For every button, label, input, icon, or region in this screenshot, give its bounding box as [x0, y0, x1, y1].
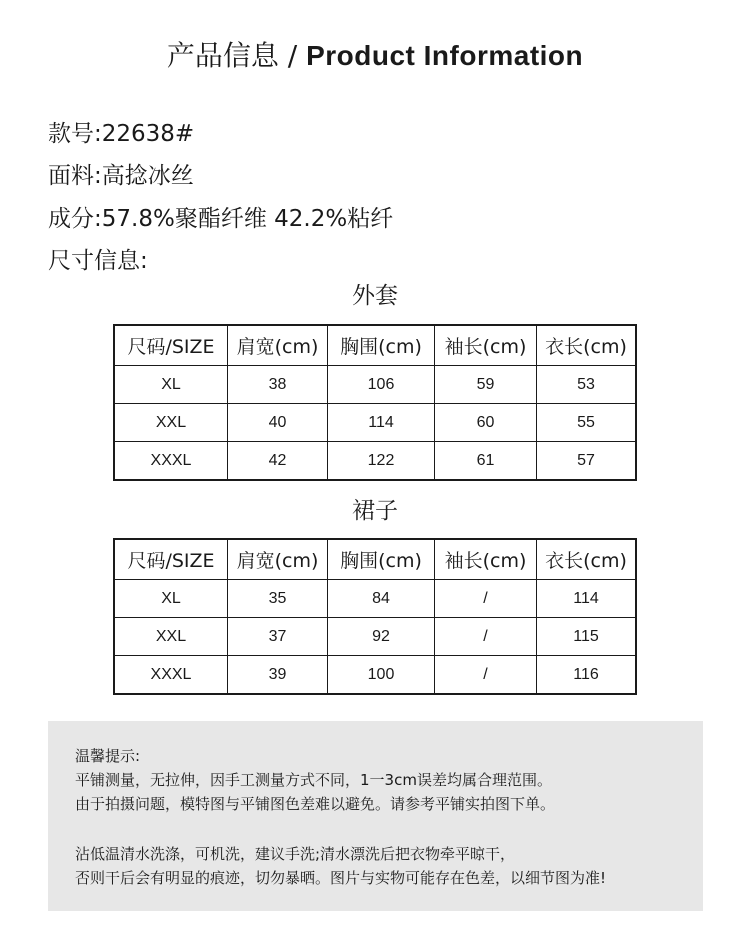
- notice-line: 沾低温清水洗涤，可机洗，建议手洗;清水漂洗后把衣物牵平晾干，: [75, 845, 516, 863]
- table-cell: 100: [328, 656, 435, 695]
- table-cell: /: [435, 618, 537, 656]
- col-header-sleeve: 袖长(cm): [435, 539, 537, 580]
- table-cell: 40: [228, 404, 328, 442]
- table-cell: 114: [328, 404, 435, 442]
- title-cn: 产品信息 /: [166, 39, 307, 72]
- jacket-title: 外套: [352, 283, 398, 309]
- notice-heading: 温馨提示:: [75, 747, 141, 765]
- table-cell: 59: [435, 366, 537, 404]
- skirt-size-table: [113, 538, 637, 695]
- notice-box: [48, 721, 703, 911]
- page-title: [0, 36, 750, 76]
- skirt-title: 裙子: [352, 498, 398, 524]
- table-cell: XXL: [114, 618, 228, 656]
- table-row: [114, 404, 636, 442]
- title-en: Product Information: [306, 40, 584, 71]
- notice-line: 由于拍摄问题，模特图与平铺图色差难以避免。请参考平铺实拍图下单。: [75, 795, 556, 813]
- col-header-length: 衣长(cm): [537, 539, 637, 580]
- table-cell: 114: [537, 580, 637, 618]
- jacket-size-table: [113, 324, 637, 481]
- table-row: [114, 618, 636, 656]
- col-header-shoulder: 肩宽(cm): [228, 325, 328, 366]
- table-cell: 116: [537, 656, 637, 695]
- table-cell: 38: [228, 366, 328, 404]
- table-cell: XL: [114, 366, 228, 404]
- table-cell: 122: [328, 442, 435, 481]
- col-header-chest: 胸围(cm): [328, 539, 435, 580]
- col-header-length: 衣长(cm): [537, 325, 637, 366]
- table-cell: /: [435, 656, 537, 695]
- table-cell: 84: [328, 580, 435, 618]
- table-cell: 115: [537, 618, 637, 656]
- table-cell: 37: [228, 618, 328, 656]
- table-cell: 60: [435, 404, 537, 442]
- table-cell: 55: [537, 404, 637, 442]
- notice-line: 平铺测量，无拉伸，因手工测量方式不同，1一3cm误差均属合理范围。: [75, 771, 552, 789]
- col-header-size: 尺码/SIZE: [114, 325, 228, 366]
- table-cell: 35: [228, 580, 328, 618]
- table-row: [114, 656, 636, 695]
- table-cell: 106: [328, 366, 435, 404]
- table-row: [114, 366, 636, 404]
- col-header-sleeve: 袖长(cm): [435, 325, 537, 366]
- table-cell: 57: [537, 442, 637, 481]
- table-header-row: [114, 325, 636, 366]
- style-number: 款号:22638#: [48, 121, 195, 147]
- table-cell: XXL: [114, 404, 228, 442]
- table-header-row: [114, 539, 636, 580]
- table-cell: XL: [114, 580, 228, 618]
- composition-info: 成分:57.8%聚酯纤维 42.2%粘纤: [48, 206, 394, 232]
- table-cell: XXXL: [114, 656, 228, 695]
- size-info-label: 尺寸信息:: [48, 248, 148, 274]
- table-cell: /: [435, 580, 537, 618]
- col-header-size: 尺码/SIZE: [114, 539, 228, 580]
- fabric-info: 面料:高捻冰丝: [48, 163, 194, 189]
- table-row: [114, 442, 636, 481]
- table-cell: XXXL: [114, 442, 228, 481]
- col-header-shoulder: 肩宽(cm): [228, 539, 328, 580]
- col-header-chest: 胸围(cm): [328, 325, 435, 366]
- table-cell: 92: [328, 618, 435, 656]
- table-cell: 42: [228, 442, 328, 481]
- table-row: [114, 580, 636, 618]
- table-cell: 39: [228, 656, 328, 695]
- notice-line: 否则干后会有明显的痕迹，切勿暴晒。图片与实物可能存在色差，以细节图为准!: [75, 869, 607, 887]
- table-cell: 53: [537, 366, 637, 404]
- table-cell: 61: [435, 442, 537, 481]
